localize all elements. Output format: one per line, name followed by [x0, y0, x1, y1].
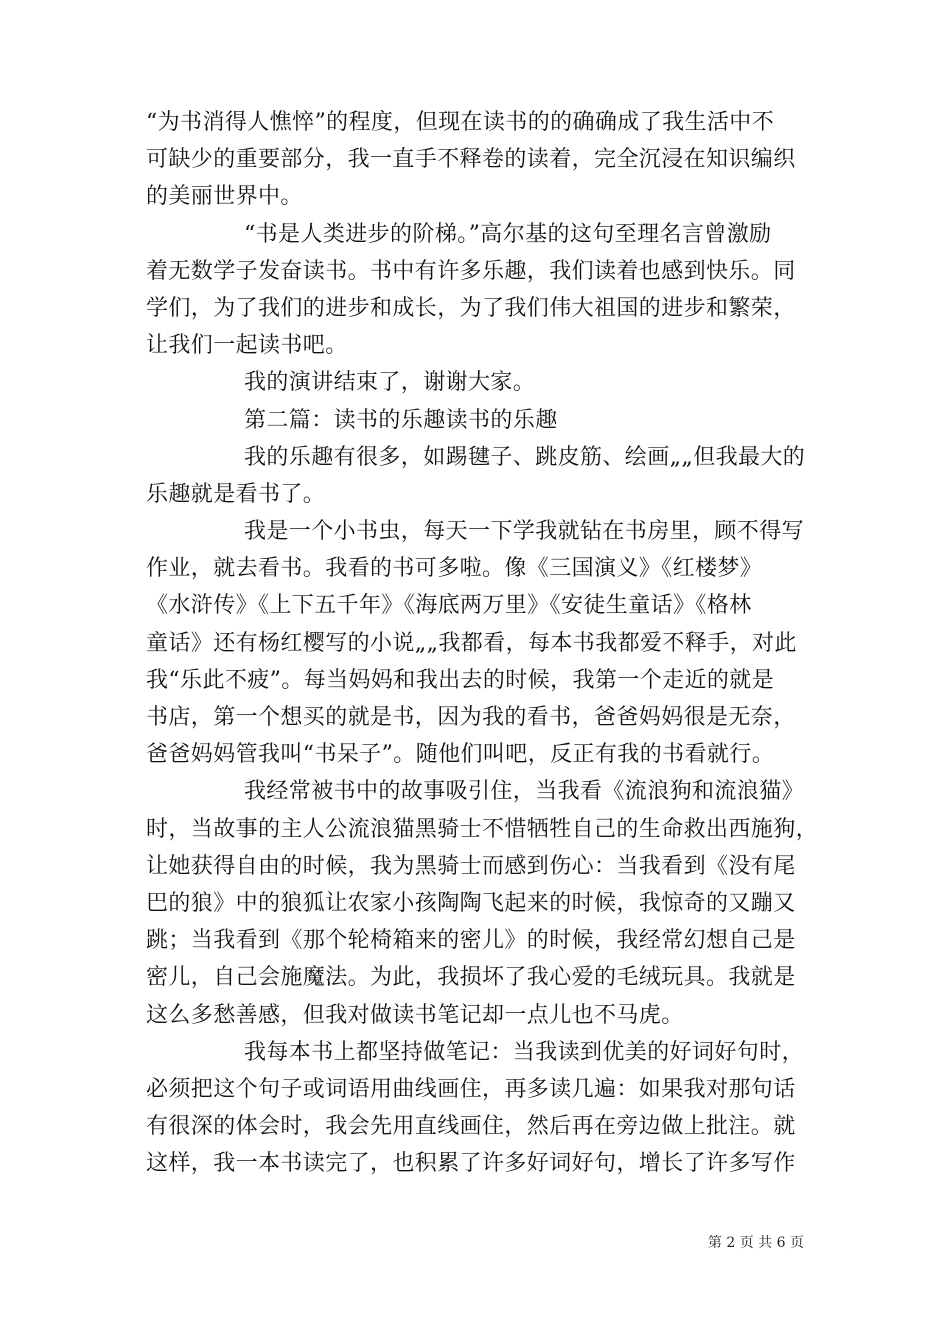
text-line: 我经常被书中的故事吸引住，当我看《流浪狗和流浪猫》 [244, 779, 805, 805]
text-line: 让她获得自由的时候，我为黑骑士而感到伤心：当我看到《没有尾 [146, 853, 796, 879]
text-line: 密儿，自己会施魔法。为此，我损坏了我心爱的毛绒玩具。我就是 [146, 965, 796, 991]
text-line: “书是人类进步的阶梯。”高尔基的这句至理名言曾激励 [244, 221, 772, 247]
text-line: 我的演讲结束了，谢谢大家。 [244, 370, 536, 396]
text-line: 必须把这个句子或词语用曲线画住，再多读几遍：如果我对那句话 [146, 1076, 796, 1102]
text-line: 巴的狼》中的狼狐让农家小孩陶陶飞起来的时候，我惊奇的又蹦又 [146, 890, 796, 916]
text-line: 乐趣就是看书了。 [146, 481, 326, 507]
text-line: 让我们一起读书吧。 [146, 333, 348, 359]
text-line: 这样，我一本书读完了，也积累了许多好词好句，增长了许多写作 [146, 1151, 796, 1177]
text-line: 的美丽世界中。 [146, 184, 303, 210]
body-text [146, 104, 819, 1182]
text-line: 有很深的体会时，我会先用直线画住，然后再在旁边做上批注。就 [146, 1114, 796, 1140]
text-line: 可缺少的重要部分，我一直手不释卷的读着，完全沉浸在知识编织 [146, 147, 796, 173]
text-line: 时，当故事的主人公流浪猫黑骑士不惜牺牲自己的生命救出西施狗， [146, 816, 819, 842]
text-line: 童话》还有杨红樱写的小说„„我都看，每本书我都爱不释手，对此 [146, 630, 797, 656]
text-line: 着无数学子发奋读书。书中有许多乐趣，我们读着也感到快乐。同 [146, 258, 796, 284]
text-line: 书店，第一个想买的就是书，因为我的看书，爸爸妈妈很是无奈， [146, 705, 796, 730]
text-line: 我每本书上都坚持做笔记：当我读到优美的好词好句时， [244, 1039, 805, 1065]
text-line: 这么多愁善感，但我对做读书笔记却一点儿也不马虎。 [146, 1002, 684, 1028]
text-line: “为书消得人憔悴”的程度，但现在读书的的确确成了我生活中不 [146, 110, 775, 135]
text-line: 学们，为了我们的进步和成长，为了我们伟大祖国的进步和繁荣， [146, 295, 796, 321]
text-line: 我是一个小书虫，每天一下学我就钻在书房里，顾不得写 [244, 519, 805, 545]
text-line: 作业，就去看书。我看的书可多啦。像《三国演义》《红楼梦》 [146, 556, 763, 582]
text-line: 我的乐趣有很多，如踢毽子、跳皮筋、绘画„„但我最大的 [244, 444, 806, 470]
section-heading: 第二篇：读书的乐趣读书的乐趣 [244, 407, 558, 433]
text-line: 爸爸妈妈管我叫“书呆子”。随他们叫吧，反正有我的书看就行。 [146, 742, 775, 768]
text-line: 我“乐此不疲”。每当妈妈和我出去的时候，我第一个走近的就是 [146, 667, 775, 693]
text-line: 跳；当我看到《那个轮椅箱来的密儿》的时候，我经常幻想自己是 [146, 928, 796, 954]
text-line: 《水浒传》《上下五千年》《海底两万里》《安徒生童话》《格林 [146, 593, 752, 619]
page-number: 第 2 页 共 6 页 [707, 1235, 804, 1251]
